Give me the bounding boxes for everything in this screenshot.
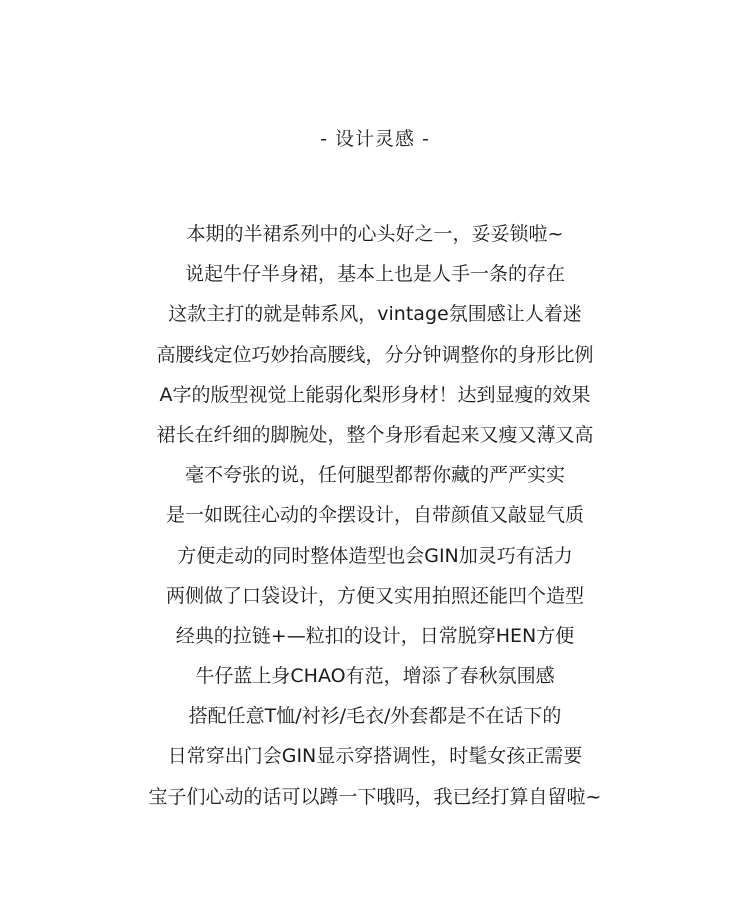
text-line: 牛仔蓝上身CHAO有范，增添了春秋氛围感 (195, 665, 555, 688)
text-line: 两侧做了口袋设计，方便又实用拍照还能凹个造型 (165, 584, 584, 607)
text-line: 搭配任意T恤/衬衫/毛衣/外套都是不在话下的 (188, 705, 562, 728)
text-line: 高腰线定位巧妙抬高腰线，分分钟调整你的身形比例 (156, 343, 594, 366)
text-line: 说起牛仔半身裙，基本上也是人手一条的存在 (184, 263, 565, 286)
text-line: 是一如既往心动的伞摆设计，自带颜值又敲显气质 (165, 504, 584, 527)
text-line: 日常穿出门会GIN显示穿搭调性，时髦女孩正需要 (167, 745, 583, 768)
text-line: 这款主打的就是韩系风，vintage氛围感让人着迷 (168, 303, 582, 326)
text-line: 方便走动的同时整体造型也会GIN加灵巧有活力 (177, 544, 573, 567)
text-line: 本期的半裙系列中的心头好之一，妥妥锁啦~ (186, 223, 564, 245)
description-text-block (0, 214, 750, 817)
text-line: A字的版型视觉上能弱化梨形身材！达到显瘦的效果 (159, 383, 591, 406)
text-line: 经典的拉链+—粒扣的设计，日常脱穿HEN方便 (175, 624, 575, 647)
section-title: - 设计灵感 - (320, 128, 430, 150)
text-line: 裙长在纤细的脚腕处，整个身形看起来又瘦又薄又高 (156, 423, 594, 446)
text-line: 毫不夸张的说，任何腿型都帮你藏的严严实实 (184, 464, 565, 487)
text-line: 宝子们心动的话可以蹲一下哦吗，我已经打算自留啦~ (148, 785, 602, 808)
